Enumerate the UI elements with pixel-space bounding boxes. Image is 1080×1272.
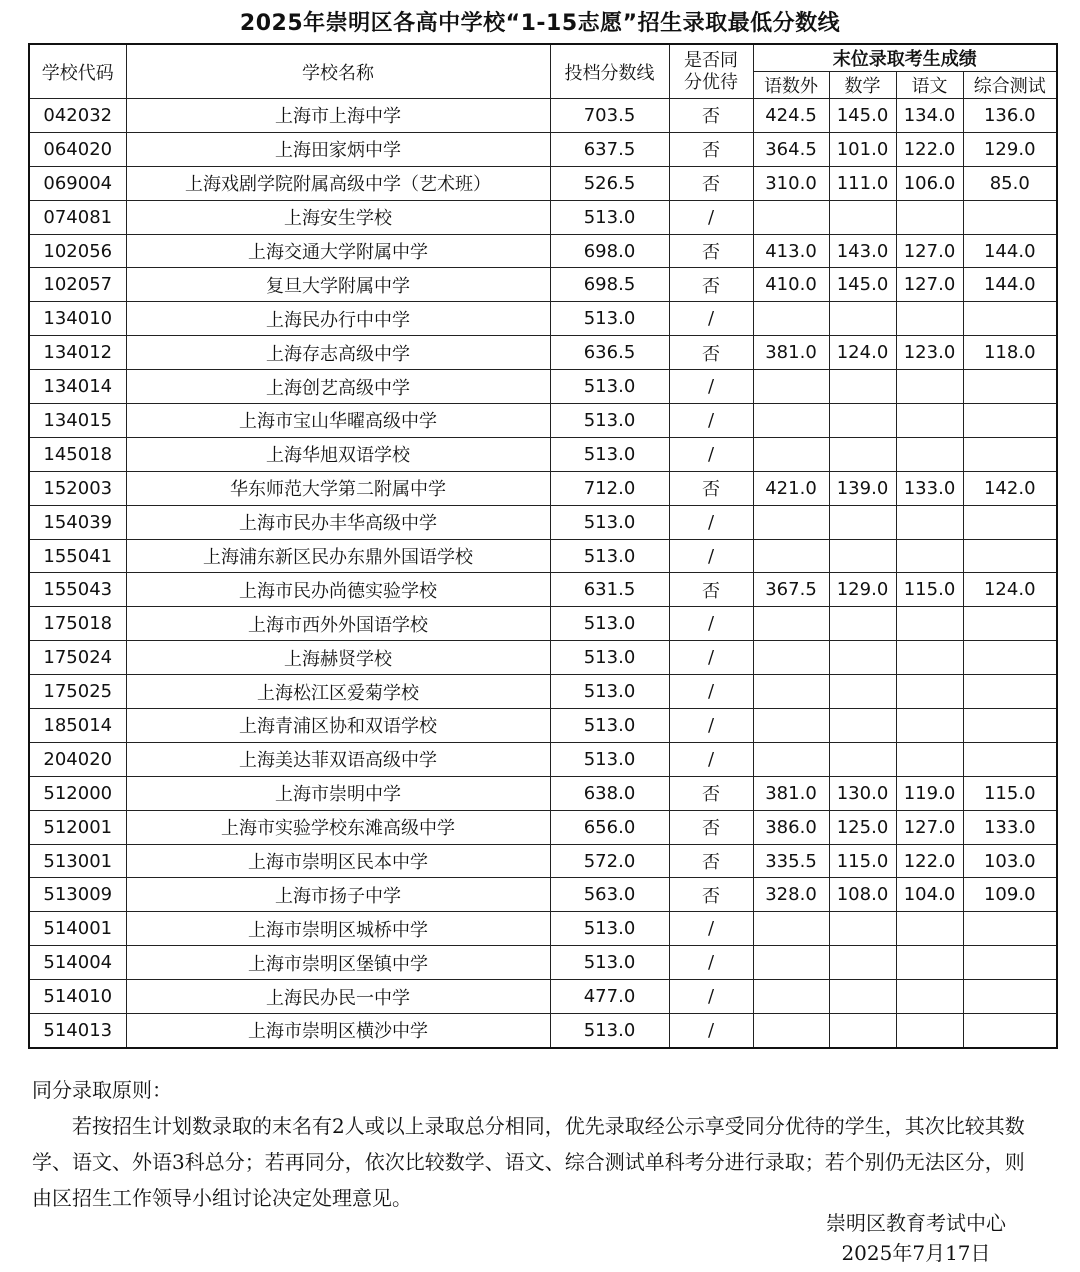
school-name-cell: 华东师范大学第二附属中学 [126,471,550,505]
school-code-cell: 064020 [29,132,126,166]
cutoff-score-cell: 712.0 [550,471,669,505]
comprehensive-score-cell [963,437,1057,471]
header-tie-preference [669,44,753,99]
school-name-cell: 上海松江区爱菊学校 [126,675,550,709]
chinese-score-cell [896,641,963,675]
school-name-cell: 上海市崇明区民本中学 [126,844,550,878]
header-ysw: 语数外 [753,72,829,99]
school-code-cell: 514010 [29,980,126,1014]
school-name-cell: 上海戏剧学院附属高级中学（艺术班） [126,166,550,200]
cutoff-score-cell: 638.0 [550,776,669,810]
cutoff-score-cell: 513.0 [550,946,669,980]
chinese-score-cell [896,1014,963,1048]
math-score-cell: 111.0 [829,166,896,200]
tie-preference-cell: 否 [669,132,753,166]
chinese-score-cell [896,946,963,980]
cutoff-score-cell: 698.0 [550,234,669,268]
chinese-score-cell [896,505,963,539]
school-code-cell: 152003 [29,471,126,505]
comprehensive-score-cell: 85.0 [963,166,1057,200]
chinese-score-cell [896,539,963,573]
school-name-cell: 上海民办民一中学 [126,980,550,1014]
admission-score-table [28,43,1058,1049]
math-score-cell [829,505,896,539]
tie-preference-cell: / [669,437,753,471]
tie-preference-cell: 否 [669,166,753,200]
cutoff-score-cell: 563.0 [550,878,669,912]
math-score-cell [829,709,896,743]
math-score-cell: 145.0 [829,99,896,133]
ysw-score-cell [753,404,829,438]
table-row [29,980,1057,1014]
table-row [29,709,1057,743]
school-code-cell: 134010 [29,302,126,336]
math-score-cell: 108.0 [829,878,896,912]
chinese-score-cell: 115.0 [896,573,963,607]
chinese-score-cell: 119.0 [896,776,963,810]
comprehensive-score-cell: 133.0 [963,810,1057,844]
comprehensive-score-cell: 118.0 [963,336,1057,370]
header-tie-preference-label: 是否同分优待 [683,49,738,93]
comprehensive-score-cell: 142.0 [963,471,1057,505]
comprehensive-score-cell: 109.0 [963,878,1057,912]
chinese-score-cell [896,437,963,471]
school-name-cell: 上海市上海中学 [126,99,550,133]
tie-preference-cell: 否 [669,776,753,810]
school-code-cell: 134015 [29,404,126,438]
table-row [29,641,1057,675]
school-code-cell: 175025 [29,675,126,709]
school-name-cell: 上海市民办尚德实验学校 [126,573,550,607]
school-code-cell: 514001 [29,912,126,946]
table-row [29,675,1057,709]
tie-preference-cell: 否 [669,268,753,302]
chinese-score-cell: 122.0 [896,844,963,878]
table-row [29,946,1057,980]
cutoff-score-cell: 513.0 [550,742,669,776]
chinese-score-cell: 122.0 [896,132,963,166]
header-comprehensive: 综合测试 [963,72,1057,99]
table-row [29,132,1057,166]
cutoff-score-cell: 513.0 [550,505,669,539]
math-score-cell [829,912,896,946]
table-row [29,844,1057,878]
school-name-cell: 上海市崇明区城桥中学 [126,912,550,946]
school-name-cell: 上海田家炳中学 [126,132,550,166]
school-code-cell: 154039 [29,505,126,539]
school-name-cell: 上海浦东新区民办东鼎外国语学校 [126,539,550,573]
comprehensive-score-cell: 124.0 [963,573,1057,607]
table-body [29,99,1057,1048]
cutoff-score-cell: 513.0 [550,404,669,438]
school-name-cell: 上海创艺高级中学 [126,370,550,404]
ysw-score-cell: 367.5 [753,573,829,607]
ysw-score-cell: 381.0 [753,776,829,810]
comprehensive-score-cell [963,946,1057,980]
tie-preference-cell: 否 [669,810,753,844]
issuing-organization: 崇明区教育考试中心 [826,1211,1006,1235]
comprehensive-score-cell [963,505,1057,539]
table-row [29,268,1057,302]
cutoff-score-cell: 477.0 [550,980,669,1014]
tie-preference-cell: / [669,404,753,438]
table-row [29,878,1057,912]
table-row [29,742,1057,776]
school-name-cell: 上海市崇明区横沙中学 [126,1014,550,1048]
tie-preference-cell: / [669,709,753,743]
comprehensive-score-cell [963,980,1057,1014]
cutoff-score-cell: 513.0 [550,1014,669,1048]
math-score-cell: 129.0 [829,573,896,607]
comprehensive-score-cell: 144.0 [963,268,1057,302]
chinese-score-cell: 123.0 [896,336,963,370]
tie-preference-cell: 否 [669,99,753,133]
table-row [29,505,1057,539]
school-code-cell: 514004 [29,946,126,980]
table-row [29,234,1057,268]
cutoff-score-cell: 513.0 [550,539,669,573]
comprehensive-score-cell [963,742,1057,776]
school-name-cell: 上海民办行中中学 [126,302,550,336]
ysw-score-cell [753,912,829,946]
school-code-cell: 145018 [29,437,126,471]
tie-rules-body: 若按招生计划数录取的末名有2人或以上录取总分相同，优先录取经公示享受同分优待的学生，其次比较其数学、语文、外语3科总分；若再同分，依次比较数学、语文、综合测试单科考分进行录取；若个别仍无法区分，则由区招生工作领导小组讨论决定处理意见。 [32,1114,1025,1210]
cutoff-score-cell: 572.0 [550,844,669,878]
tie-preference-cell: / [669,1014,753,1048]
table-row [29,302,1057,336]
tie-preference-cell: / [669,675,753,709]
math-score-cell [829,437,896,471]
school-code-cell: 175018 [29,607,126,641]
chinese-score-cell [896,370,963,404]
chinese-score-cell [896,302,963,336]
comprehensive-score-cell [963,370,1057,404]
table-row [29,200,1057,234]
tie-rules-heading: 同分录取原则： [32,1078,172,1102]
ysw-score-cell [753,505,829,539]
school-code-cell: 204020 [29,742,126,776]
math-score-cell [829,607,896,641]
ysw-score-cell [753,539,829,573]
ysw-score-cell [753,641,829,675]
math-score-cell [829,946,896,980]
school-code-cell: 513001 [29,844,126,878]
ysw-score-cell [753,437,829,471]
math-score-cell: 115.0 [829,844,896,878]
cutoff-score-cell: 637.5 [550,132,669,166]
table-row [29,437,1057,471]
chinese-score-cell [896,404,963,438]
chinese-score-cell [896,912,963,946]
tie-preference-cell: 否 [669,878,753,912]
header-school-code: 学校代码 [29,44,126,99]
table-row [29,336,1057,370]
table-row [29,370,1057,404]
cutoff-score-cell: 636.5 [550,336,669,370]
ysw-score-cell [753,302,829,336]
school-name-cell: 上海市民办丰华高级中学 [126,505,550,539]
comprehensive-score-cell [963,1014,1057,1048]
table-row [29,1014,1057,1048]
ysw-score-cell [753,200,829,234]
ysw-score-cell: 310.0 [753,166,829,200]
comprehensive-score-cell: 144.0 [963,234,1057,268]
school-name-cell: 复旦大学附属中学 [126,268,550,302]
school-code-cell: 513009 [29,878,126,912]
school-name-cell: 上海市宝山华曜高级中学 [126,404,550,438]
tie-preference-cell: 否 [669,336,753,370]
math-score-cell [829,302,896,336]
chinese-score-cell [896,607,963,641]
math-score-cell: 145.0 [829,268,896,302]
school-code-cell: 102056 [29,234,126,268]
tie-preference-cell: 否 [669,471,753,505]
school-code-cell: 514013 [29,1014,126,1048]
school-name-cell: 上海市崇明区堡镇中学 [126,946,550,980]
math-score-cell: 143.0 [829,234,896,268]
ysw-score-cell: 328.0 [753,878,829,912]
chinese-score-cell: 127.0 [896,810,963,844]
school-code-cell: 102057 [29,268,126,302]
math-score-cell: 125.0 [829,810,896,844]
comprehensive-score-cell: 115.0 [963,776,1057,810]
ysw-score-cell [753,675,829,709]
school-code-cell: 134014 [29,370,126,404]
header-last-admitted-group: 末位录取考生成绩 [753,44,1057,72]
tie-preference-cell: 否 [669,573,753,607]
math-score-cell [829,742,896,776]
ysw-score-cell: 410.0 [753,268,829,302]
school-name-cell: 上海赫贤学校 [126,641,550,675]
ysw-score-cell [753,980,829,1014]
tie-preference-cell: / [669,980,753,1014]
school-code-cell: 512000 [29,776,126,810]
comprehensive-score-cell [963,200,1057,234]
cutoff-score-cell: 513.0 [550,912,669,946]
tie-preference-cell: / [669,641,753,675]
comprehensive-score-cell [963,641,1057,675]
table-row [29,912,1057,946]
math-score-cell [829,200,896,234]
school-code-cell: 155043 [29,573,126,607]
ysw-score-cell [753,946,829,980]
chinese-score-cell: 133.0 [896,471,963,505]
cutoff-score-cell: 703.5 [550,99,669,133]
tie-preference-cell: / [669,539,753,573]
school-name-cell: 上海华旭双语学校 [126,437,550,471]
math-score-cell [829,539,896,573]
comprehensive-score-cell [963,539,1057,573]
table-row [29,810,1057,844]
school-name-cell: 上海市扬子中学 [126,878,550,912]
math-score-cell: 139.0 [829,471,896,505]
ysw-score-cell [753,709,829,743]
cutoff-score-cell: 513.0 [550,641,669,675]
tie-preference-cell: / [669,302,753,336]
cutoff-score-cell: 513.0 [550,709,669,743]
ysw-score-cell: 381.0 [753,336,829,370]
header-math: 数学 [829,72,896,99]
signature-block [826,1208,1006,1268]
cutoff-score-cell: 513.0 [550,607,669,641]
chinese-score-cell: 134.0 [896,99,963,133]
school-name-cell: 上海市西外外国语学校 [126,607,550,641]
tie-preference-cell: / [669,200,753,234]
school-code-cell: 042032 [29,99,126,133]
ysw-score-cell: 413.0 [753,234,829,268]
ysw-score-cell [753,1014,829,1048]
table-row [29,99,1057,133]
table-row [29,776,1057,810]
chinese-score-cell: 127.0 [896,268,963,302]
comprehensive-score-cell [963,607,1057,641]
table-row [29,607,1057,641]
cutoff-score-cell: 513.0 [550,302,669,336]
chinese-score-cell [896,742,963,776]
ysw-score-cell: 424.5 [753,99,829,133]
comprehensive-score-cell: 103.0 [963,844,1057,878]
cutoff-score-cell: 698.5 [550,268,669,302]
cutoff-score-cell: 656.0 [550,810,669,844]
tie-preference-cell: 否 [669,844,753,878]
tie-rules-section [32,1072,1042,1216]
table-row [29,471,1057,505]
school-code-cell: 185014 [29,709,126,743]
chinese-score-cell [896,709,963,743]
ysw-score-cell [753,370,829,404]
table-row [29,539,1057,573]
math-score-cell [829,370,896,404]
ysw-score-cell: 386.0 [753,810,829,844]
comprehensive-score-cell [963,709,1057,743]
math-score-cell: 101.0 [829,132,896,166]
table-row [29,404,1057,438]
school-name-cell: 上海市实验学校东滩高级中学 [126,810,550,844]
cutoff-score-cell: 513.0 [550,200,669,234]
ysw-score-cell: 335.5 [753,844,829,878]
school-name-cell: 上海美达菲双语高级中学 [126,742,550,776]
comprehensive-score-cell: 129.0 [963,132,1057,166]
math-score-cell [829,675,896,709]
comprehensive-score-cell [963,404,1057,438]
tie-preference-cell: / [669,505,753,539]
document-title: 2025年崇明区各高中学校“1-15志愿”招生录取最低分数线 [239,11,841,36]
ysw-score-cell: 421.0 [753,471,829,505]
school-name-cell: 上海市崇明中学 [126,776,550,810]
chinese-score-cell: 106.0 [896,166,963,200]
tie-preference-cell: 否 [669,234,753,268]
comprehensive-score-cell: 136.0 [963,99,1057,133]
math-score-cell [829,980,896,1014]
header-chinese: 语文 [896,72,963,99]
comprehensive-score-cell [963,675,1057,709]
chinese-score-cell: 127.0 [896,234,963,268]
chinese-score-cell [896,200,963,234]
math-score-cell [829,641,896,675]
cutoff-score-cell: 513.0 [550,370,669,404]
math-score-cell [829,404,896,438]
ysw-score-cell [753,607,829,641]
chinese-score-cell [896,980,963,1014]
school-name-cell: 上海安生学校 [126,200,550,234]
ysw-score-cell: 364.5 [753,132,829,166]
tie-preference-cell: / [669,912,753,946]
cutoff-score-cell: 513.0 [550,437,669,471]
comprehensive-score-cell [963,912,1057,946]
tie-preference-cell: / [669,742,753,776]
ysw-score-cell [753,742,829,776]
school-code-cell: 134012 [29,336,126,370]
chinese-score-cell [896,675,963,709]
cutoff-score-cell: 513.0 [550,675,669,709]
chinese-score-cell: 104.0 [896,878,963,912]
issue-date: 2025年7月17日 [841,1241,991,1265]
school-code-cell: 512001 [29,810,126,844]
school-name-cell: 上海交通大学附属中学 [126,234,550,268]
math-score-cell [829,1014,896,1048]
cutoff-score-cell: 631.5 [550,573,669,607]
school-code-cell: 175024 [29,641,126,675]
school-code-cell: 074081 [29,200,126,234]
math-score-cell: 124.0 [829,336,896,370]
cutoff-score-cell: 526.5 [550,166,669,200]
table-row [29,573,1057,607]
header-cutoff-score: 投档分数线 [550,44,669,99]
comprehensive-score-cell [963,302,1057,336]
tie-preference-cell: / [669,946,753,980]
header-school-name: 学校名称 [126,44,550,99]
math-score-cell: 130.0 [829,776,896,810]
school-code-cell: 069004 [29,166,126,200]
school-name-cell: 上海青浦区协和双语学校 [126,709,550,743]
school-code-cell: 155041 [29,539,126,573]
tie-preference-cell: / [669,370,753,404]
table-row [29,166,1057,200]
school-name-cell: 上海存志高级中学 [126,336,550,370]
tie-preference-cell: / [669,607,753,641]
